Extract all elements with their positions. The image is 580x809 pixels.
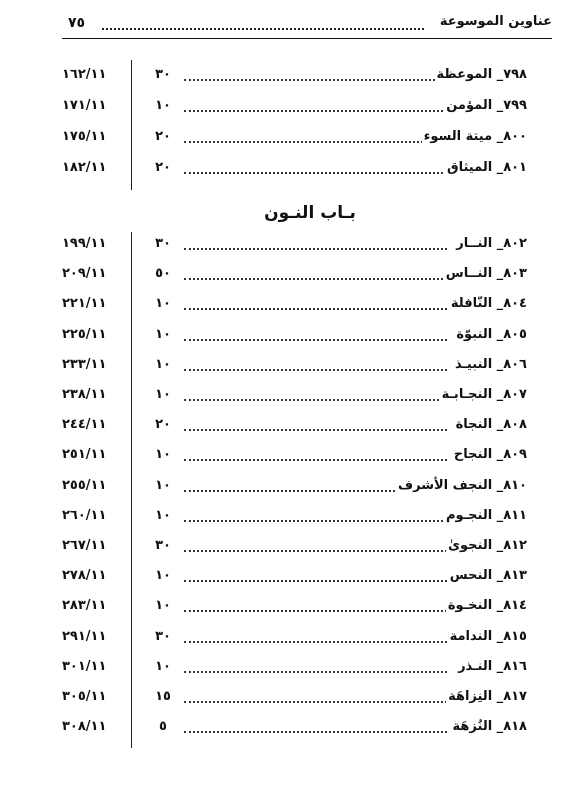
entry-reference: ٢٢٥/١١ xyxy=(62,326,107,342)
entry-count: ١٠ xyxy=(155,296,171,312)
entry-reference: ٢٧٨/١١ xyxy=(62,568,107,584)
index-entry xyxy=(62,598,527,620)
index-entry xyxy=(62,689,527,711)
header-rule xyxy=(62,38,552,39)
entry-title: ٧٩٨_ الموعظة xyxy=(436,67,527,82)
entry-title: ٨٠٣_ النــاس xyxy=(445,266,527,282)
index-entry xyxy=(62,67,527,89)
entry-reference: ٢٢١/١١ xyxy=(62,296,107,312)
leader-dots xyxy=(184,79,447,81)
entry-reference: ٢٨٣/١١ xyxy=(62,598,107,614)
leader-dots xyxy=(184,580,447,582)
entry-reference: ٢٩١/١١ xyxy=(62,628,107,644)
entry-count: ١٠ xyxy=(155,387,171,402)
entry-title: ٨١١_ النجـوم xyxy=(446,507,527,523)
entry-title: ٨١٦_ النـذر xyxy=(458,658,527,674)
entry-title: ٨١٢_ النجوىٰ xyxy=(448,538,527,553)
index-entry xyxy=(62,387,527,409)
leader-dots xyxy=(184,520,447,522)
leader-dots xyxy=(184,671,447,673)
index-entry xyxy=(62,508,527,530)
leader-dots xyxy=(184,731,447,733)
entry-reference: ٢٥٥/١١ xyxy=(62,477,107,493)
entry-count: ١٠ xyxy=(155,447,171,463)
leader-dots xyxy=(184,399,447,401)
leader-dots xyxy=(184,550,447,552)
entry-reference: ١٦٢/١١ xyxy=(62,67,107,82)
entry-count: ٥٠ xyxy=(155,266,171,282)
entry-reference: ٣٠٥/١١ xyxy=(62,689,107,704)
entry-reference: ٢٣٨/١١ xyxy=(62,387,107,402)
page-number: ٧٥ xyxy=(68,15,86,31)
leader-dots xyxy=(184,308,447,310)
entry-title: ٨٠٩_ النجاح xyxy=(453,447,527,463)
section-title: بـاب النـون xyxy=(264,203,356,223)
entry-title: ٨١٧_ النِزاهَة xyxy=(448,689,527,704)
entry-title: ٨٠٠_ ميتة السوء xyxy=(423,129,527,144)
entry-title: ٨٠٦_ النبيـذ xyxy=(454,356,527,372)
entry-count: ١٠ xyxy=(155,477,171,493)
running-header xyxy=(62,14,552,40)
entry-title: ٨١٥_ الندامة xyxy=(449,628,527,644)
entry-reference: ٣٠١/١١ xyxy=(62,658,107,674)
leader-dots xyxy=(184,110,447,112)
entry-reference: ٣٠٨/١١ xyxy=(62,719,107,735)
entry-title: ٨٠٨_ النجاة xyxy=(455,417,527,433)
entry-reference: ١٩٩/١١ xyxy=(62,236,107,251)
entry-title: ٨١٨_ النُزهَة xyxy=(452,719,527,735)
leader-dots xyxy=(184,339,447,341)
entry-reference: ٢٦٧/١١ xyxy=(62,538,107,553)
entry-reference: ٢٣٣/١١ xyxy=(62,356,107,372)
entry-title: ٨١٠_ النجف الأشرف xyxy=(398,477,527,493)
leader-dots xyxy=(184,248,447,250)
entry-count: ١٠ xyxy=(155,658,171,674)
entry-count: ١٠ xyxy=(155,98,171,113)
index-entry xyxy=(62,447,527,469)
entry-count: ٣٠ xyxy=(155,67,171,82)
entry-title: ٨٠٧_ النجـابـة xyxy=(441,387,527,402)
entry-reference: ٢٠٩/١١ xyxy=(62,266,107,282)
entry-title: ٨٠١_ الميثاق xyxy=(446,160,527,175)
leader-dots xyxy=(184,141,447,143)
header-title: عناوين الموسوعة xyxy=(439,14,552,29)
index-entry xyxy=(62,568,527,590)
entry-reference: ٢٤٤/١١ xyxy=(62,417,107,433)
index-entry xyxy=(62,129,527,151)
entry-count: ٢٠ xyxy=(155,129,171,144)
entry-count: ١٠ xyxy=(155,356,171,372)
entry-count: ٣٠ xyxy=(155,236,171,251)
entry-reference: ١٧٥/١١ xyxy=(62,129,107,144)
entry-reference: ٢٦٠/١١ xyxy=(62,507,107,523)
index-entry xyxy=(62,327,527,349)
entry-title: ٨٠٢_ النــار xyxy=(456,236,527,251)
entry-count: ٥ xyxy=(159,719,167,735)
index-entry xyxy=(62,629,527,651)
entry-title: ٨٠٥_ النبوّة xyxy=(456,326,527,342)
entry-title: ٨١٣_ النحس xyxy=(449,568,527,584)
entry-count: ١٠ xyxy=(155,507,171,523)
entry-reference: ١٧١/١١ xyxy=(62,98,107,113)
entry-count: ١٠ xyxy=(155,598,171,614)
leader-dots xyxy=(184,610,447,612)
index-entry xyxy=(62,659,527,681)
index-entry xyxy=(62,160,527,182)
leader-dots xyxy=(184,429,447,431)
entry-count: ٣٠ xyxy=(155,538,171,553)
leader-dots xyxy=(184,701,447,703)
index-entry xyxy=(62,296,527,318)
leader-dots xyxy=(184,278,447,280)
entry-count: ٢٠ xyxy=(155,417,171,433)
index-entry xyxy=(62,98,527,120)
leader-dots xyxy=(184,172,447,174)
entry-count: ١٠ xyxy=(155,326,171,342)
index-entry xyxy=(62,417,527,439)
entry-count: ٣٠ xyxy=(155,628,171,644)
entry-reference: ٢٥١/١١ xyxy=(62,447,107,463)
leader-dots xyxy=(184,369,447,371)
index-entry xyxy=(62,236,527,258)
index-entry xyxy=(62,719,527,741)
leader-dots xyxy=(184,459,447,461)
entry-count: ٢٠ xyxy=(155,160,171,175)
entry-title: ٨١٤_ النخـوة xyxy=(447,598,527,614)
entry-reference: ١٨٢/١١ xyxy=(62,160,107,175)
entry-count: ١٠ xyxy=(155,568,171,584)
index-entry xyxy=(62,478,527,500)
entry-count: ١٥ xyxy=(155,689,171,704)
header-leader-dots xyxy=(102,28,424,30)
entry-title: ٧٩٩_ المؤمن xyxy=(446,98,527,113)
entry-title: ٨٠٤_ النّافلة xyxy=(450,296,527,312)
index-entry xyxy=(62,266,527,288)
index-entry xyxy=(62,357,527,379)
leader-dots xyxy=(184,641,447,643)
index-entry xyxy=(62,538,527,560)
